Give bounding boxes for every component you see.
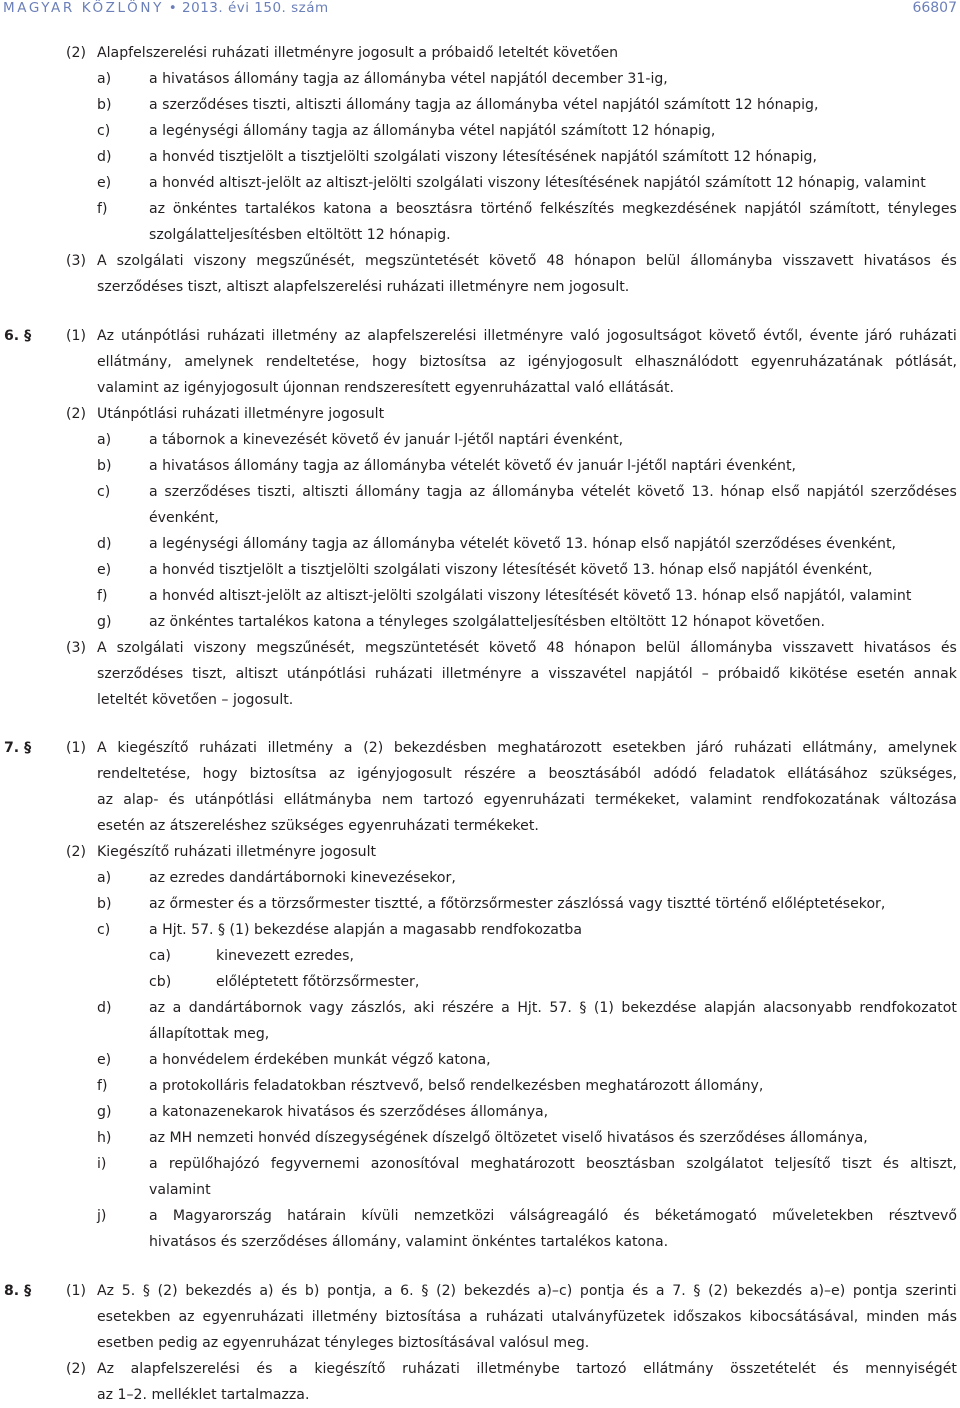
paragraph-number: (3) [66, 639, 86, 656]
text-line [0, 787, 960, 813]
text-line [0, 375, 960, 401]
line-text: Alapfelszerelési ruházati illetményre jogosult a próbaidő leteltét követően [97, 45, 619, 61]
text-line [0, 687, 960, 713]
line-text: Utánpótlási ruházati illetményre jogosult [97, 405, 385, 422]
paragraph-number: (1) [66, 740, 86, 756]
text-line [0, 349, 960, 375]
header-bullet: • [168, 0, 178, 16]
line-text: esetén az átszereléshez szükséges egyenruházati termékeket. [97, 818, 539, 834]
line-text: állapítottak meg, [149, 1026, 270, 1042]
text-line [0, 144, 960, 170]
line-text: a hivatásos állomány tagja az állományba vételét követő év január l-jétől naptári évenként, [149, 457, 796, 474]
point-label: d) [97, 535, 112, 552]
line-text: az őrmester és a törzsőrmester tisztté, a főtörzsőrmester zászlóssá vagy tisztté történő előléptetésekor, [149, 896, 886, 912]
line-text: A kiegészítő ruházati illetmény a (2) bekezdésben meghatározott esetekben járó ruházati ellátmány, amelynek [97, 740, 957, 756]
line-text: az 1–2. melléklet tartalmazza. [97, 1386, 310, 1403]
point-label: g) [97, 613, 112, 630]
text-line [0, 1330, 960, 1356]
line-text: szerződéses tiszt, altiszt utánpótlási ruházati illetményre a visszavétel napjától – próbaidő kikötése esetén annak [97, 665, 957, 682]
text-line [0, 813, 960, 839]
text-line [0, 1047, 960, 1073]
paragraph-number: (2) [66, 844, 86, 860]
point-label: c) [97, 483, 111, 500]
point-label: b) [97, 896, 112, 912]
line-text: a honvédelem érdekében munkát végző katona, [149, 1052, 491, 1068]
point-label: i) [97, 1156, 107, 1172]
line-text: az alap- és utánpótlási ellátmányba nem tartozó egyenruházati termékeket, valamint rendfokozatának változása [97, 792, 957, 808]
text-line [0, 735, 960, 761]
paragraph-number: (3) [66, 253, 86, 269]
text-line [0, 761, 960, 787]
section-gap [0, 1255, 960, 1278]
line-text: A szolgálati viszony megszűnését, megszüntetését követő 48 hónapon belül állományba visszavett hivatásos és [97, 253, 957, 269]
text-line [0, 196, 960, 222]
line-text: a repülőhajózó fegyvernemi azonosítóval meghatározott beosztásban szolgálatot teljesítő tiszt és altiszt, [149, 1156, 957, 1172]
line-text: a szerződéses tiszti, altiszti állomány tagja az állományba vétel napjától számított 12 hónapig, [149, 97, 819, 113]
text-line [0, 865, 960, 891]
section-number: 8. § [4, 1282, 32, 1299]
text-line [0, 1382, 960, 1408]
line-text: esetben pedig az egyenruházat tényleges biztosításával valósul meg. [97, 1334, 590, 1351]
text-line [0, 583, 960, 609]
text-line [0, 323, 960, 349]
text-line [0, 1229, 960, 1255]
line-text: Az utánpótlási ruházati illetmény az alapfelszerelési illetményre való jogosultságot követő évtől, évente járó ruházati [97, 327, 957, 344]
point-label: f) [97, 201, 108, 217]
text-line [0, 943, 960, 969]
line-text: szerződéses tiszt, altiszt alapfelszerelési ruházati illetményre nem jogosult. [97, 279, 630, 295]
text-line [0, 1278, 960, 1304]
line-text: valamint [149, 1182, 211, 1198]
subpoint-label: ca) [149, 948, 171, 964]
text-line [0, 1177, 960, 1203]
point-label: c) [97, 922, 111, 938]
paragraph-number: (1) [66, 327, 86, 344]
text-line [0, 635, 960, 661]
point-label: d) [97, 1000, 112, 1016]
point-label: a) [97, 71, 112, 87]
point-label: e) [97, 561, 112, 578]
publication-name: MAGYAR KÖZLÖNY [3, 0, 164, 16]
text-line [0, 891, 960, 917]
text-line [0, 1304, 960, 1330]
text-line [0, 274, 960, 300]
line-text: a katonazenekarok hivatásos és szerződéses állománya, [149, 1104, 549, 1120]
point-label: b) [97, 457, 112, 474]
line-text: a legénységi állomány tagja az állományba vételét követő 13. hónap első napjától szerződéses évenként, [149, 535, 896, 552]
point-label: h) [97, 1130, 112, 1146]
text-line [0, 969, 960, 995]
line-text: az önkéntes tartalékos katona a beosztásra történő felkészítés megkezdésének napjától számított, tényleges [149, 201, 957, 217]
line-text: ellátmány, amelynek rendeltetése, hogy biztosítsa az igényjogosult elhasználódott egyenruházatának pótlását, [97, 353, 957, 370]
text-line [0, 248, 960, 274]
line-text: a szerződéses tiszti, altiszti állomány tagja az állományba vételét követő 13. hónap első napjától szerződéses [149, 483, 957, 500]
line-text: Az 5. § (2) bekezdés a) és b) pontja, a 6. § (2) bekezdés a)–c) pontja és a 7. § (2) bekezdés a)–e) pontja szerinti [97, 1282, 957, 1299]
line-text: esetekben az egyenruházati illetmény biztosítása a ruházati utalványfüzetek időszakos kibocsátásával, minden más [97, 1308, 957, 1325]
line-text: szolgálatteljesítésben eltöltött 12 hónapig. [149, 227, 451, 243]
line-text: évenként, [149, 509, 219, 526]
line-text: a Hjt. 57. § (1) bekezdése alapján a magasabb rendfokozatba [149, 922, 582, 938]
line-text: kinevezett ezredes, [216, 948, 354, 964]
section-gap [0, 713, 960, 736]
point-label: e) [97, 1052, 112, 1068]
text-line [0, 401, 960, 427]
line-text: a protokolláris feladatokban résztvevő, belső rendelkezésben meghatározott állomány, [149, 1078, 764, 1094]
text-line [0, 1021, 960, 1047]
paragraph-number: (2) [66, 45, 86, 61]
text-line [0, 1356, 960, 1382]
text-line [0, 1203, 960, 1229]
line-text: a honvéd altiszt-jelölt az altiszt-jelölti szolgálati viszony létesítésének napjától számított 12 hónapig, valamint [149, 175, 926, 191]
text-line [0, 505, 960, 531]
section-number: 7. § [4, 740, 32, 756]
section-number: 6. § [4, 327, 32, 344]
page-header [0, 0, 960, 22]
subpoint-label: cb) [149, 974, 172, 990]
line-text: a honvéd tisztjelölt a tisztjelölti szolgálati viszony létesítésének napjától számított 12 hónapig, [149, 149, 817, 165]
text-line [0, 118, 960, 144]
line-text: előléptetett főtörzsőrmester, [216, 974, 420, 990]
text-line [0, 1125, 960, 1151]
point-label: g) [97, 1104, 112, 1120]
paragraph-number: (1) [66, 1282, 86, 1299]
line-text: A szolgálati viszony megszűnését, megszüntetését követő 48 hónapon belül állományba visszavett hivatásos és [97, 639, 957, 656]
line-text: rendeltetése, hogy biztosítsa az igényjogosult részére a beosztásából adódó feladatok ellátásához szükséges, [97, 766, 957, 782]
header-publication [3, 0, 329, 16]
text-line [0, 66, 960, 92]
line-text: a legénységi állomány tagja az állományba vétel napjától számított 12 hónapig, [149, 123, 716, 139]
section-gap [0, 300, 960, 323]
text-line [0, 92, 960, 118]
point-label: f) [97, 587, 108, 604]
line-text: Kiegészítő ruházati illetményre jogosult [97, 844, 377, 860]
point-label: f) [97, 1078, 108, 1094]
line-text: a tábornok a kinevezését követő év január l-jétől naptári évenként, [149, 431, 624, 448]
line-text: a hivatásos állomány tagja az állományba vétel napjától december 31-ig, [149, 71, 668, 87]
point-label: d) [97, 149, 112, 165]
text-line [0, 1151, 960, 1177]
point-label: b) [97, 97, 112, 113]
page-number: 66807 [912, 0, 957, 16]
issue-label: 2013. évi 150. szám [182, 0, 329, 16]
line-text: a honvéd altiszt-jelölt az altiszt-jelölti szolgálati viszony létesítését követő 13. hónap első napjától, valamint [149, 587, 912, 604]
paragraph-number: (2) [66, 1360, 86, 1377]
point-label: a) [97, 870, 112, 886]
line-text: a honvéd tisztjelölt a tisztjelölti szolgálati viszony létesítését követő 13. hónap első napjától évenként, [149, 561, 873, 578]
text-line [0, 917, 960, 943]
text-line [0, 427, 960, 453]
text-line [0, 40, 960, 66]
text-line [0, 222, 960, 248]
text-line [0, 531, 960, 557]
text-line [0, 661, 960, 687]
document-body [0, 40, 960, 1408]
point-label: c) [97, 123, 111, 139]
text-line [0, 839, 960, 865]
paragraph-number: (2) [66, 405, 86, 422]
text-line [0, 1099, 960, 1125]
line-text: a Magyarország határain kívüli nemzetközi válságreagáló és béketámogató műveletekben résztvevő [149, 1208, 957, 1224]
text-line [0, 557, 960, 583]
text-line [0, 453, 960, 479]
text-line [0, 995, 960, 1021]
text-line [0, 1073, 960, 1099]
line-text: az önkéntes tartalékos katona a tényleges szolgálatteljesítésben eltöltött 12 hónapot követően. [149, 613, 825, 630]
line-text: az MH nemzeti honvéd díszegységének díszelgő öltözetet viselő hivatásos és szerződéses állománya, [149, 1130, 868, 1146]
text-line [0, 170, 960, 196]
text-line [0, 609, 960, 635]
point-label: j) [97, 1208, 107, 1224]
point-label: a) [97, 431, 112, 448]
line-text: az ezredes dandártábornoki kinevezésekor, [149, 870, 456, 886]
line-text: az a dandártábornok vagy zászlós, aki részére a Hjt. 57. § (1) bekezdése alapján alacsonyabb rendfokozatot [149, 1000, 957, 1016]
line-text: valamint az igényjogosult újonnan rendszeresített egyenruházattal való ellátását. [97, 379, 674, 396]
line-text: leteltét követően – jogosult. [97, 691, 294, 708]
line-text: Az alapfelszerelési és a kiegészítő ruházati illetménybe tartozó ellátmány összetételét és mennyiségét [97, 1360, 957, 1377]
point-label: e) [97, 175, 112, 191]
text-line [0, 479, 960, 505]
line-text: hivatásos és szerződéses állomány, valamint önkéntes tartalékos katona. [149, 1234, 669, 1250]
